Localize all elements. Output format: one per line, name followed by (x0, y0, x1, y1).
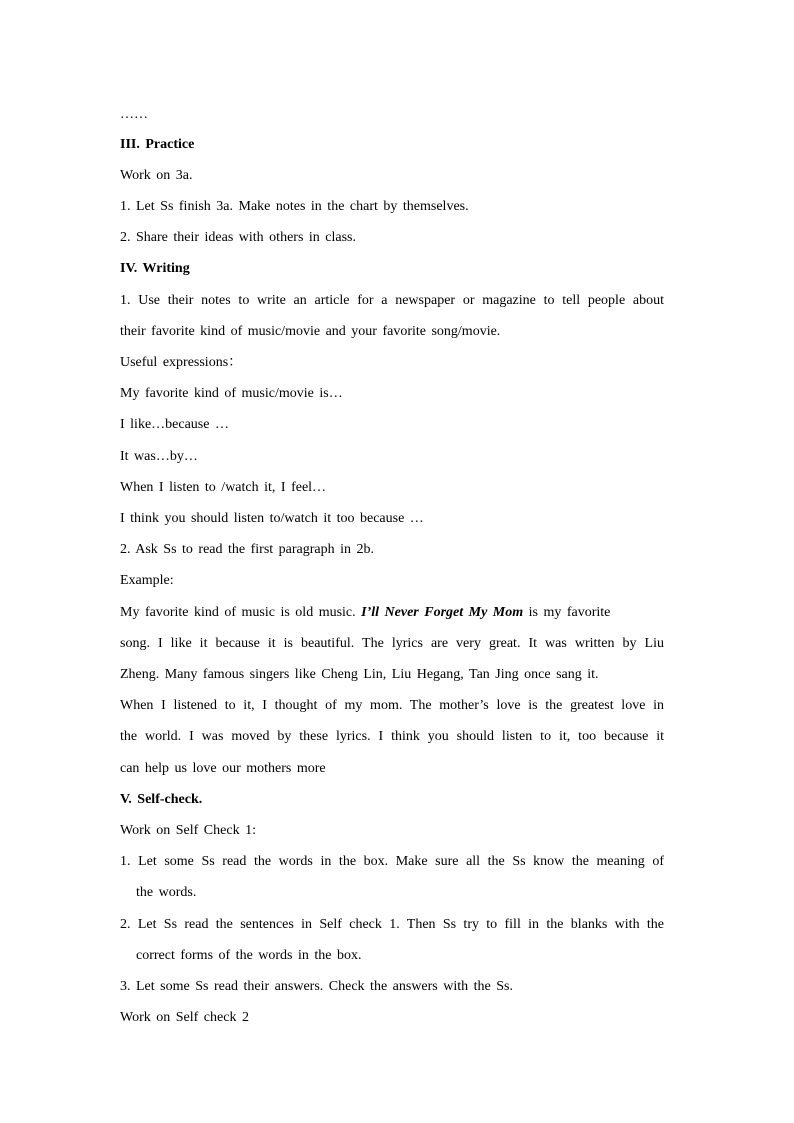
writing-step-2: 2. Ask Ss to read the first paragraph in 2b. (120, 542, 375, 557)
example-line-1-end: is my favorite (528, 605, 611, 620)
self-check-step-1-line-1: 1. Let some Ss read the words in the box. Make sure all the Ss know the meaning of (120, 854, 664, 869)
self-check-work-on-2: Work on Self check 2 (120, 1010, 249, 1025)
song-title: I’ll Never Forget My Mom (361, 605, 524, 620)
useful-expressions-label: Useful expressions： (120, 355, 243, 370)
example-line-1-start: My favorite kind of music is old music. (120, 605, 356, 620)
ellipsis-text: …… (120, 107, 148, 122)
expression-item: I like…because … (120, 417, 229, 432)
writing-heading: IV. Writing (120, 261, 190, 276)
self-check-heading: V. Self-check. (120, 792, 203, 807)
self-check-work-on-1: Work on Self Check 1: (120, 823, 256, 838)
expression-item: I think you should listen to/watch it too because … (120, 511, 424, 526)
example-line-2: song. I like it because it is beautiful. The lyrics are very great. It was written by Liu (120, 636, 664, 651)
writing-step-1-line-2: their favorite kind of music/movie and your favorite song/movie. (120, 324, 501, 339)
expression-item: When I listen to /watch it, I feel… (120, 480, 327, 495)
practice-step-2: 2. Share their ideas with others in class. (120, 230, 357, 245)
example-line-5: the world. I was moved by these lyrics. I think you should listen to it, too because it (120, 729, 664, 744)
expression-item: It was…by… (120, 449, 198, 464)
self-check-step-2-line-2: correct forms of the words in the box. (136, 948, 362, 963)
expression-item: My favorite kind of music/movie is… (120, 386, 343, 401)
practice-work-on: Work on 3a. (120, 168, 193, 183)
writing-step-1-line-1: 1. Use their notes to write an article for a newspaper or magazine to tell people about (120, 293, 664, 308)
example-line-1 (120, 605, 610, 621)
self-check-step-3: 3. Let some Ss read their answers. Check the answers with the Ss. (120, 979, 513, 994)
self-check-step-1-line-2: the words. (136, 885, 197, 900)
example-line-3: Zheng. Many famous singers like Cheng Lin, Liu Hegang, Tan Jing once sang it. (120, 667, 599, 682)
practice-heading: III. Practice (120, 137, 195, 152)
practice-step-1: 1. Let Ss finish 3a. Make notes in the chart by themselves. (120, 199, 469, 214)
self-check-step-2-line-1: 2. Let Ss read the sentences in Self check 1. Then Ss try to fill in the blanks with the (120, 917, 664, 932)
example-line-6: can help us love our mothers more (120, 761, 326, 776)
example-line-4: When I listened to it, I thought of my mom. The mother’s love is the greatest love in (120, 698, 664, 713)
example-label: Example: (120, 573, 174, 588)
